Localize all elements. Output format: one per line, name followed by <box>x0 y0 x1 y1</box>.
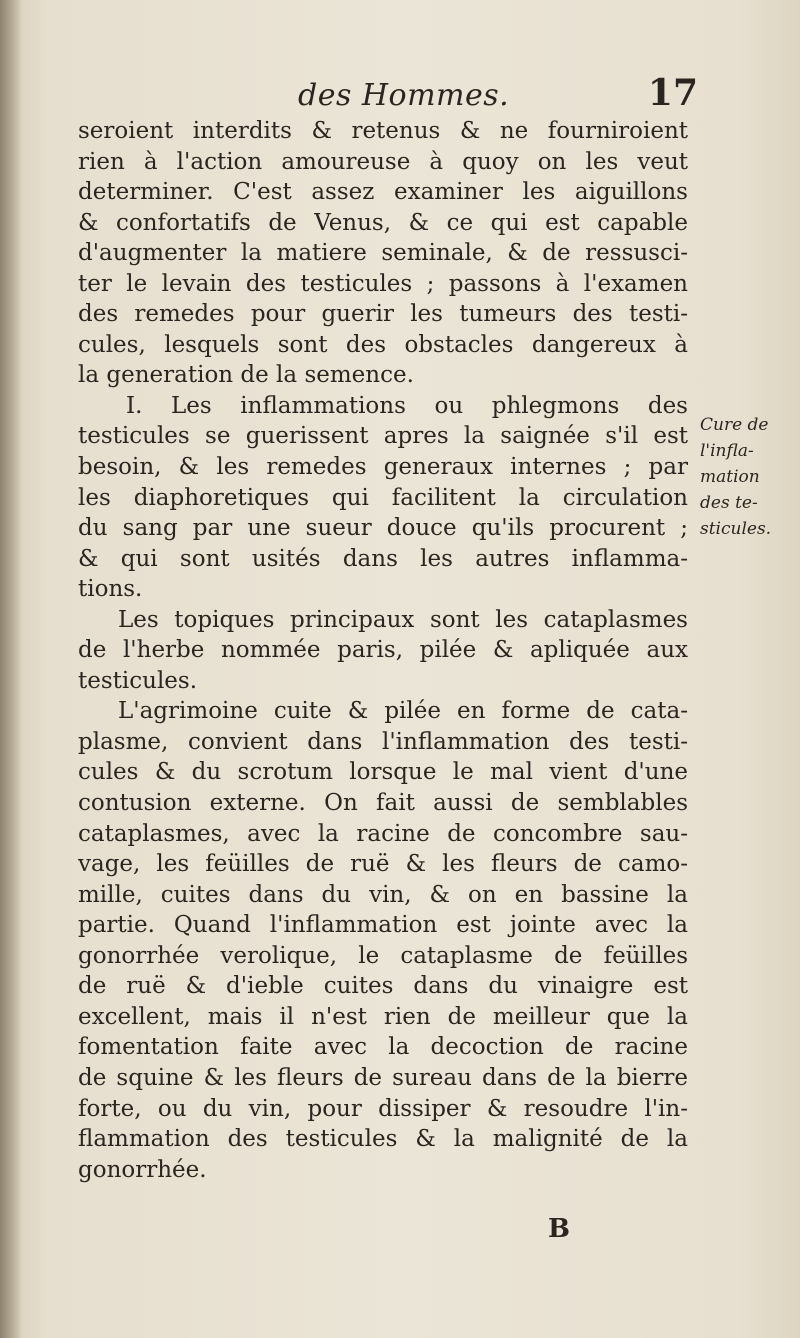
text-line: fomentation faite avec la decoction de racine <box>78 1034 688 1061</box>
signature-mark: B <box>548 1214 570 1244</box>
margin-note-line: sticules. <box>700 519 772 539</box>
margin-note <box>700 412 796 542</box>
text-line: gonorrhée. <box>78 1156 207 1183</box>
text-line: & confortatifs de Venus, & ce qui est capable <box>78 209 688 236</box>
margin-note-line: mation <box>700 467 760 487</box>
margin-note-line: des te- <box>700 493 758 513</box>
text-line: seroient interdits & retenus & ne fourniroient <box>78 118 688 144</box>
text-line: gonorrhée verolique, le cataplasme de feüilles <box>78 942 688 969</box>
running-head: des Hommes. <box>298 78 510 113</box>
margin-note-line: Cure de <box>700 415 769 435</box>
text-line: forte, ou du vin, pour dissiper & resoudre l'in- <box>78 1095 688 1122</box>
paragraph-first-line: Les topiques principaux sont les cataplasmes <box>118 606 688 633</box>
text-line: de l'herbe nommée paris, pilée & apliquée aux <box>78 637 688 664</box>
text-line: flammation des testicules & la malignité de la <box>78 1126 688 1153</box>
text-line: ter le levain des testicules ; passons à l'examen <box>78 270 688 297</box>
text-line: cules, lesquels sont des obstacles dangereux à <box>78 331 688 358</box>
text-line: rien à l'action amoureuse à quoy on les veut <box>78 148 688 175</box>
text-line: de ruë & d'ieble cuites dans du vinaigre est <box>78 973 688 1000</box>
text-line: vage, les feüilles de ruë & les fleurs de camo- <box>78 851 688 878</box>
text-line: testicules se guerissent apres la saignée s'il est <box>78 423 688 450</box>
text-line: contusion externe. On fait aussi de semblables <box>78 790 688 817</box>
text-line: plasme, convient dans l'inflammation des testi- <box>78 728 688 755</box>
page-number: 17 <box>647 72 698 114</box>
text-line: & qui sont usités dans les autres inflamma- <box>78 545 688 572</box>
text-line: testicules. <box>78 667 198 694</box>
paragraph-first-line: I. Les inflammations ou phlegmons des <box>126 392 688 419</box>
margin-note-line: l'infla- <box>700 441 754 461</box>
text-line: du sang par une sueur douce qu'ils procurent ; <box>78 515 688 542</box>
page-body-text <box>78 116 688 1185</box>
book-spine-shadow <box>0 0 22 1338</box>
text-line: cules & du scrotum lorsque le mal vient d'une <box>78 759 688 786</box>
text-line: des remedes pour guerir les tumeurs des testi- <box>78 301 688 328</box>
text-line: determiner. C'est assez examiner les aiguillons <box>78 179 688 206</box>
text-line: d'augmenter la matiere seminale, & de ressusci- <box>78 240 688 267</box>
text-line: excellent, mais il n'est rien de meilleur que la <box>78 1003 688 1030</box>
paragraph-first-line: L'agrimoine cuite & pilée en forme de cata- <box>118 698 688 725</box>
text-line: partie. Quand l'inflammation est jointe avec la <box>78 912 688 939</box>
text-line: cataplasmes, avec la racine de concombre sau- <box>78 820 688 847</box>
text-line: besoin, & les remedes generaux internes ; par <box>78 454 688 481</box>
text-line: la generation de la semence. <box>78 362 414 389</box>
text-line: les diaphoretiques qui facilitent la circulation <box>78 484 688 511</box>
text-line: de squine & les fleurs de sureau dans de la bierre <box>78 1064 688 1091</box>
text-line: mille, cuites dans du vin, & on en bassine la <box>78 881 688 908</box>
text-line: tions. <box>78 576 143 603</box>
